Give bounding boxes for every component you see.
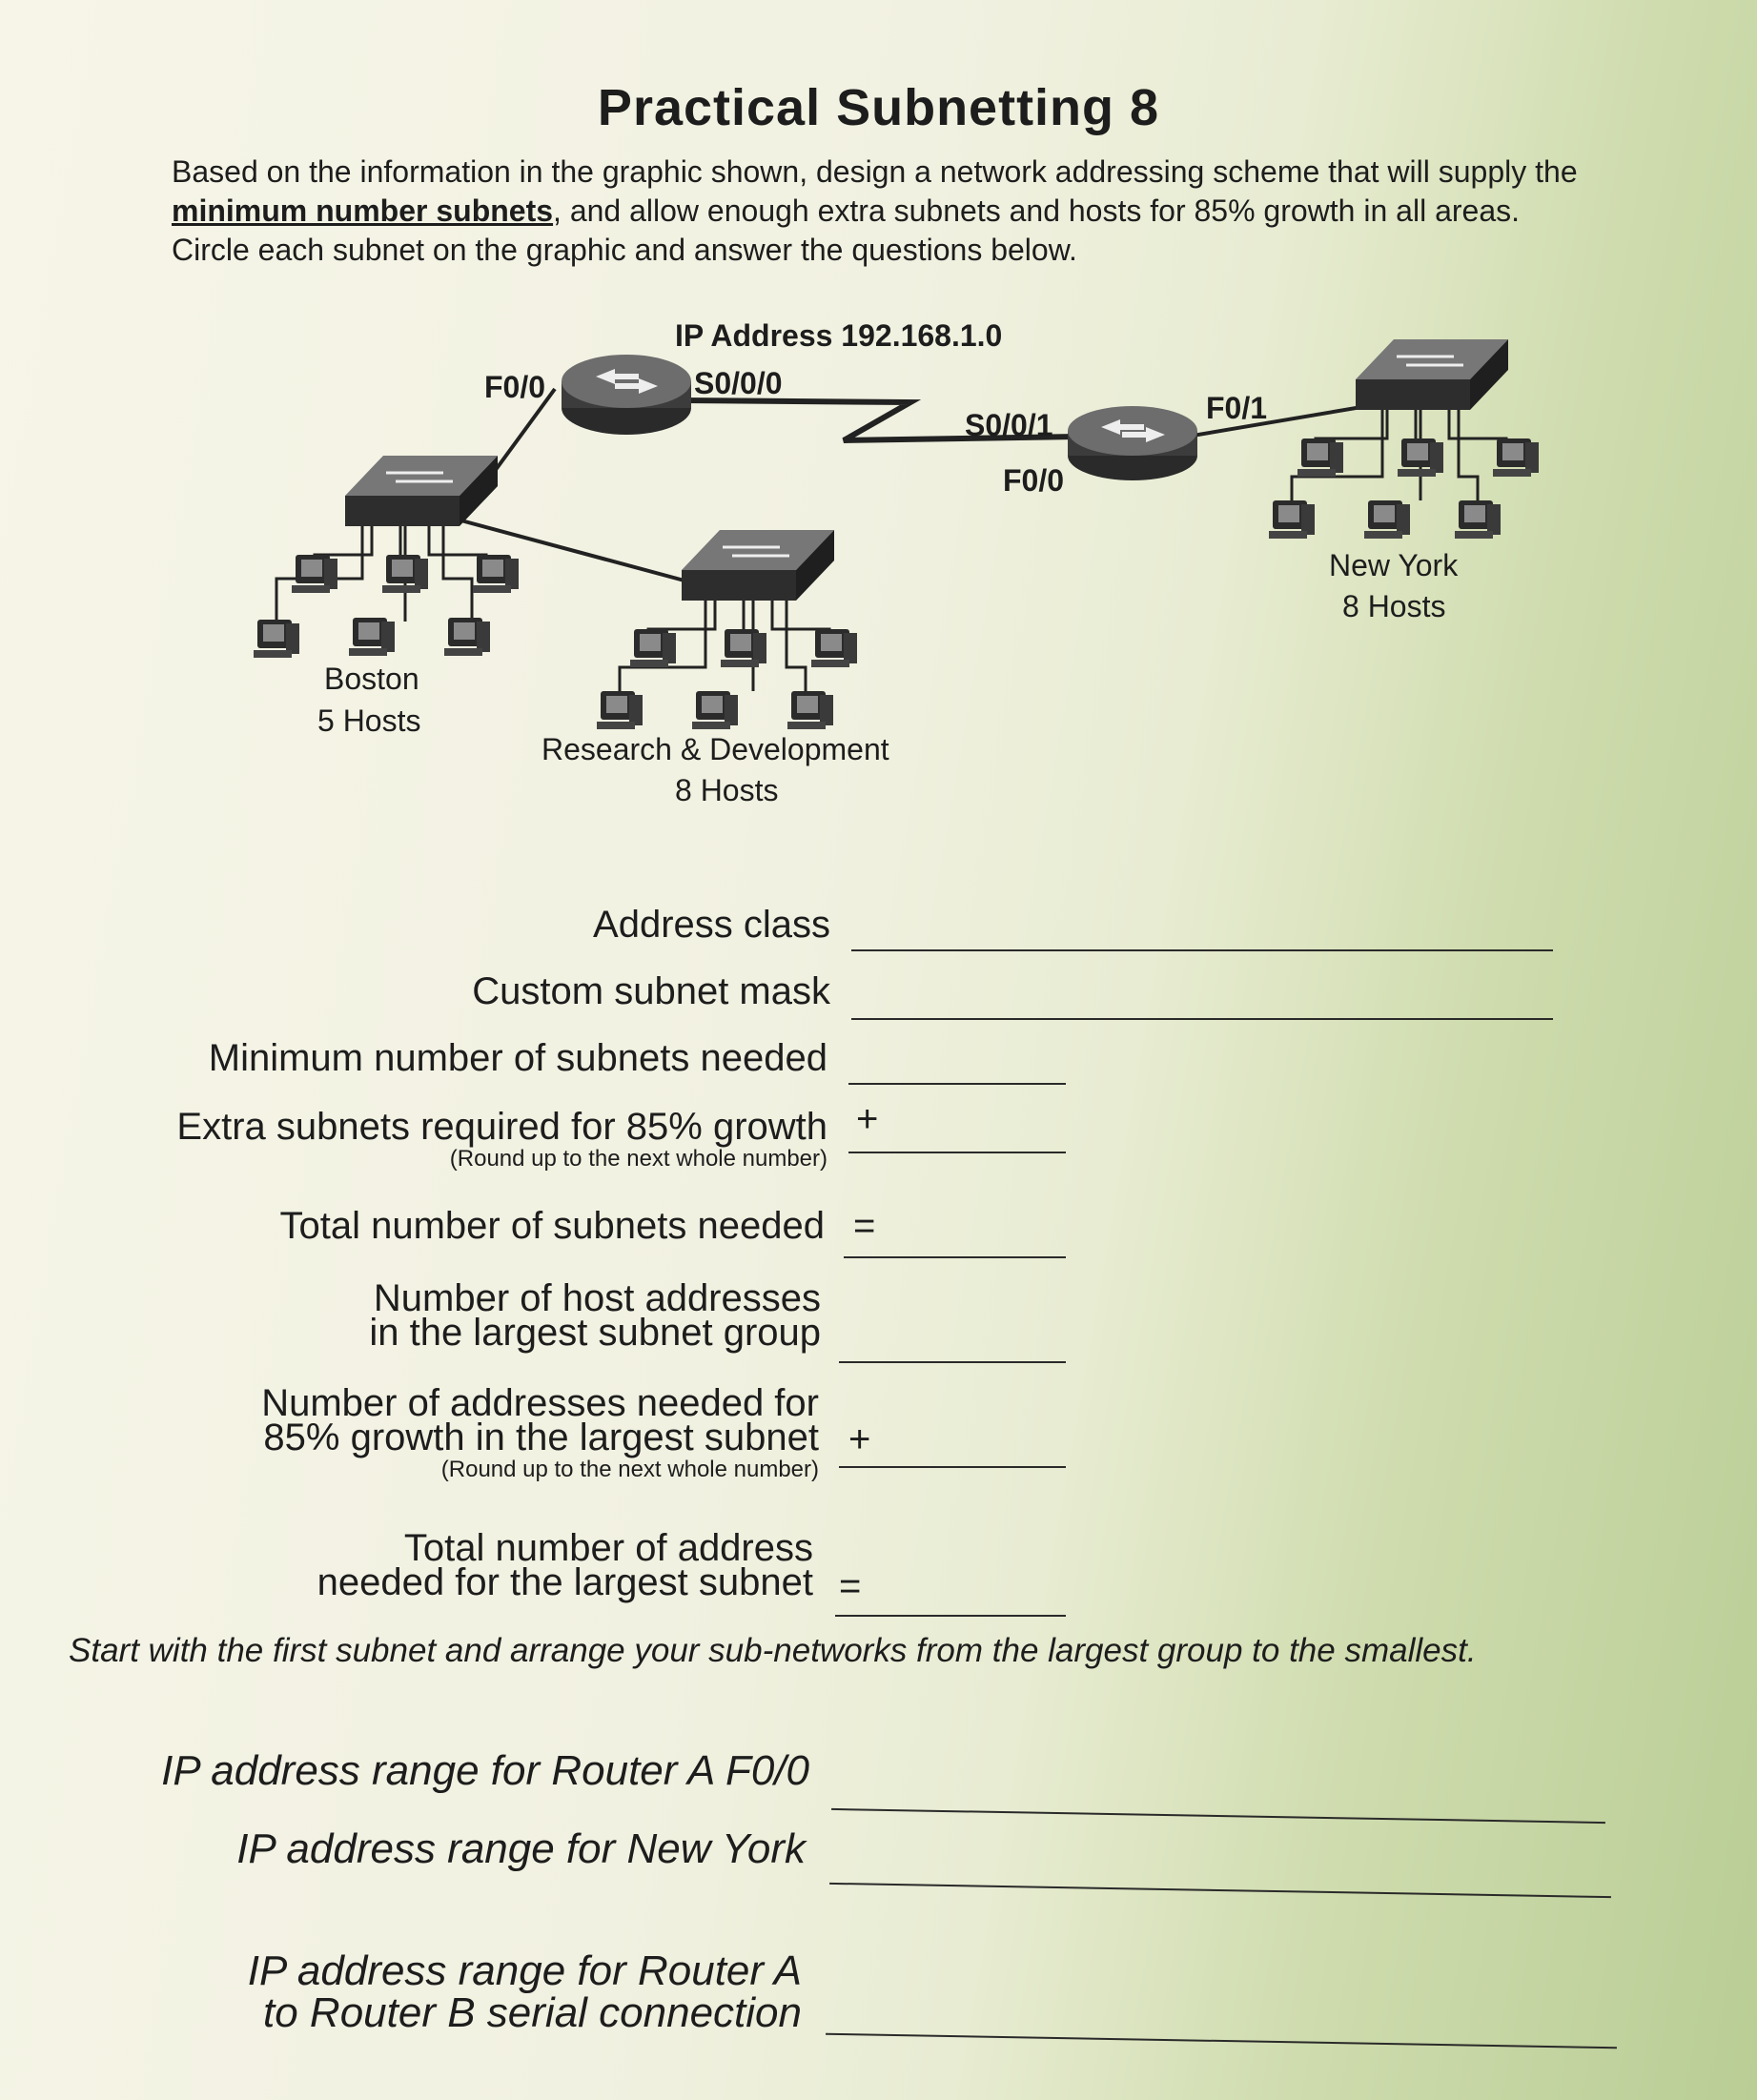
intro-text-before: Based on the information in the graphic shown, design a network addressing scheme that will supply the	[172, 154, 1578, 189]
round-note: (Round up to the next whole number)	[449, 1146, 827, 1172]
q-total-addr-line2: needed for the largest subnet	[317, 1561, 813, 1603]
plus-sign-2: +	[848, 1418, 871, 1460]
q-total-addresses	[317, 1527, 813, 1603]
newyork-host-count: 8 Hosts	[1342, 589, 1446, 623]
router-a-icon	[562, 355, 691, 435]
answer-extra-subnets[interactable]	[848, 1152, 1066, 1153]
answer-address-class[interactable]	[851, 949, 1553, 951]
q-total-addr-line1: Total number of address	[403, 1527, 813, 1569]
answer-growth-addresses[interactable]	[839, 1466, 1066, 1468]
range-new-york: IP address range for New York	[236, 1825, 806, 1872]
router-b-f00-label: F0/0	[1003, 463, 1065, 498]
answer-total-addresses[interactable]	[835, 1615, 1066, 1617]
answer-total-subnets[interactable]	[844, 1256, 1066, 1258]
router-b-s001-label: S0/0/1	[965, 408, 1053, 442]
page-title: Practical Subnetting 8	[597, 79, 1160, 136]
equals-sign: =	[853, 1205, 876, 1247]
answer-range-new-york[interactable]	[829, 1883, 1611, 1898]
plus-sign: +	[856, 1098, 879, 1140]
q-custom-mask: Custom subnet mask	[472, 970, 830, 1012]
answer-hosts-largest[interactable]	[839, 1361, 1066, 1363]
intro-emphasis: minimum number subnets	[172, 194, 554, 228]
rd-switch-icon	[682, 530, 834, 601]
ip-address-label: IP Address 192.168.1.0	[675, 318, 1003, 353]
q-growth-line1: Number of addresses needed for	[261, 1382, 819, 1424]
answer-range-serial[interactable]	[826, 2033, 1617, 2049]
router-a-s000-label: S0/0/0	[694, 366, 783, 400]
boston-site-name: Boston	[324, 662, 419, 696]
q-extra-subnets	[176, 1106, 827, 1172]
answer-custom-mask[interactable]	[851, 1018, 1553, 1020]
router-b-f01-label: F0/1	[1206, 391, 1268, 425]
q-total-subnets: Total number of subnets needed	[279, 1205, 825, 1247]
q-growth-line2: 85% growth in the largest subnet	[263, 1417, 819, 1458]
q-min-subnets: Minimum number of subnets needed	[208, 1037, 827, 1079]
range-serial	[247, 1947, 802, 2036]
range-serial-line1: IP address range for Router A	[247, 1947, 802, 1994]
boston-host-count: 5 Hosts	[317, 703, 421, 738]
q-hosts-largest-line1: Number of host addresses	[373, 1277, 821, 1319]
q-hosts-largest-line2: in the largest subnet group	[369, 1312, 821, 1354]
rd-site-name: Research & Development	[541, 732, 889, 766]
answer-min-subnets[interactable]	[848, 1083, 1066, 1085]
instruction-text: Start with the first subnet and arrange your sub-networks from the largest group to the smallest.	[69, 1632, 1477, 1669]
newyork-switch-icon	[1356, 339, 1508, 410]
router-a-f00-label: F0/0	[484, 370, 546, 404]
network-diagram	[0, 0, 1757, 858]
range-router-a-f00: IP address range for Router A F0/0	[161, 1747, 809, 1794]
intro-text-after: , and allow enough extra subnets and hosts for 85% growth in all areas. Circle each subnet on the graphic and answer the questions below.	[172, 194, 1520, 267]
range-serial-line2: to Router B serial connection	[263, 1989, 802, 2036]
q-growth-addresses	[261, 1382, 819, 1483]
q-address-class: Address class	[593, 904, 830, 946]
router-b-icon	[1068, 406, 1197, 480]
answer-range-router-a-f00[interactable]	[831, 1808, 1605, 1824]
newyork-site-name: New York	[1329, 548, 1459, 582]
round-note-2: (Round up to the next whole number)	[440, 1457, 819, 1482]
rd-host-count: 8 Hosts	[675, 773, 779, 807]
q-extra-subnets-text: Extra subnets required for 85% growth	[176, 1106, 827, 1148]
equals-sign-2: =	[839, 1565, 862, 1607]
q-hosts-largest	[369, 1277, 821, 1354]
boston-switch-icon	[345, 456, 498, 526]
